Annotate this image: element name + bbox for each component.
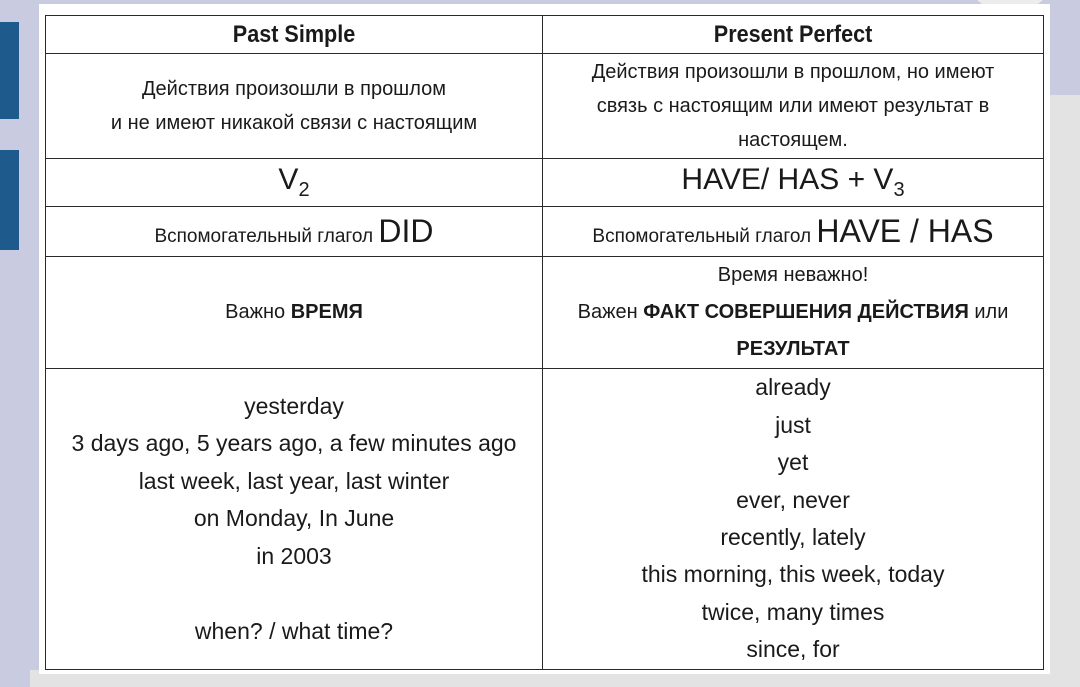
present-marker: already <box>755 374 831 401</box>
present-marker: just <box>775 411 811 438</box>
present-formula-base: HAVE/ HAS + V <box>681 163 894 196</box>
present-marker: twice, many times <box>701 598 885 625</box>
side-accent-bar-top <box>0 22 19 119</box>
present-time-line2 <box>549 294 1037 331</box>
past-description-line: и не имеют никакой связи с настоящим <box>110 112 478 134</box>
present-auxiliary-label: Вспомогательный глагол <box>592 226 812 247</box>
header-past-simple: Past Simple <box>46 16 543 54</box>
header-present-perfect: Present Perfect <box>543 16 1044 54</box>
past-auxiliary-cell <box>46 207 543 257</box>
present-formula-cell <box>543 159 1044 207</box>
present-description-line: Действия произошли в прошлом, но имеют <box>591 61 995 83</box>
present-marker: yet <box>777 449 809 476</box>
past-formula-subscript: 2 <box>298 179 310 201</box>
past-marker: when? / what time? <box>194 617 394 644</box>
present-time-emphasis: ФАКТ СОВЕРШЕНИЯ ДЕЙСТВИЯ <box>643 301 969 323</box>
side-accent-bar-bottom <box>0 150 19 250</box>
past-auxiliary-label: Вспомогательный глагол <box>154 226 374 247</box>
present-marker: ever, never <box>736 486 850 513</box>
page-background-right <box>1048 95 1080 687</box>
present-time-prefix: Важен <box>577 301 638 323</box>
present-auxiliary-cell <box>543 207 1044 257</box>
past-description-cell <box>46 54 543 159</box>
tense-comparison-table <box>45 15 1044 670</box>
past-marker: last week, last year, last winter <box>138 467 450 494</box>
past-time-cell <box>46 257 543 369</box>
present-markers-cell <box>543 369 1044 670</box>
present-marker: this morning, this week, today <box>641 561 945 588</box>
header-row <box>46 16 1044 54</box>
past-marker-spacer <box>52 575 536 612</box>
present-description-cell <box>543 54 1044 159</box>
present-time-or: или <box>974 301 1009 323</box>
time-markers-row <box>46 369 1044 670</box>
past-markers-cell <box>46 369 543 670</box>
present-formula-subscript: 3 <box>893 179 905 201</box>
present-description-line: настоящем. <box>738 129 848 151</box>
present-time-result: РЕЗУЛЬТАТ <box>736 338 850 360</box>
past-description-line: Действия произошли в прошлом <box>141 78 446 100</box>
past-auxiliary-verb: DID <box>378 213 434 249</box>
present-time-line1: Время неважно! <box>717 264 869 286</box>
past-marker: in 2003 <box>256 542 332 569</box>
past-formula-base: V <box>278 163 299 196</box>
past-formula-cell <box>46 159 543 207</box>
description-row <box>46 54 1044 159</box>
past-time-emphasis: ВРЕМЯ <box>290 301 363 323</box>
present-auxiliary-verb: HAVE / HAS <box>816 213 994 249</box>
auxiliary-verb-row <box>46 207 1044 257</box>
past-marker: on Monday, In June <box>193 505 395 532</box>
present-marker: since, for <box>746 636 840 663</box>
past-time-prefix: Важно <box>225 301 286 323</box>
present-time-cell <box>543 257 1044 369</box>
present-marker: recently, lately <box>720 524 866 550</box>
past-marker: 3 days ago, 5 years ago, a few minutes ago <box>71 430 517 457</box>
past-marker: yesterday <box>244 393 344 420</box>
present-description-line: связь с настоящим или имеют результат в <box>596 95 990 117</box>
time-importance-row <box>46 257 1044 369</box>
formula-row <box>46 159 1044 207</box>
